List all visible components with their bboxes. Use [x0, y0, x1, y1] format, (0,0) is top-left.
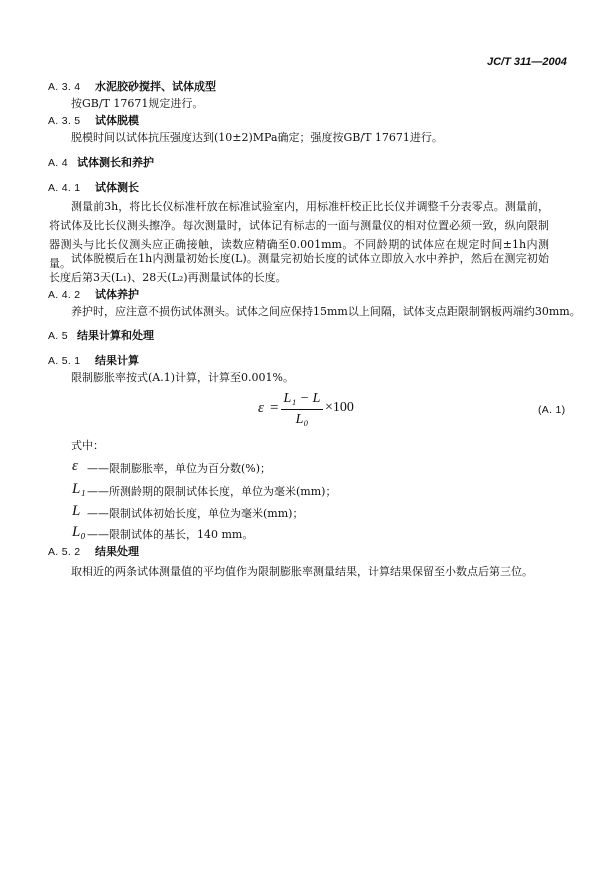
- paragraph: 测量前3h，将比长仪标准杆放在标准试验室内，用标准杆校正比长仪并调整千分表零点。测量前，将试体及比长仪测头擦净。每次测量时，试体记有标志的一面与测量仪的相对位置必须一致，纵向限制器测头与比长仪测头应正确接触，读数应精确至0.001mm。不同龄期的试体应在规定时间±1h内测量。: [49, 200, 549, 270]
- where-description: ——限制试体的基长，140 mm。: [87, 528, 254, 541]
- formula-denominator: L₀: [295, 412, 309, 427]
- section-number: A. 4: [48, 157, 68, 169]
- section-title: 水泥胶砂搅拌、试体成型: [95, 80, 216, 93]
- where-symbol: L₁: [72, 481, 86, 497]
- formula-equals: =: [270, 400, 279, 416]
- formula-numerator: L₁ − L: [283, 391, 321, 406]
- where-intro: 式中：: [71, 439, 104, 452]
- where-symbol: ε: [72, 458, 78, 474]
- section-title: 试体养护: [95, 288, 139, 301]
- section-number: A. 5. 2: [48, 546, 81, 558]
- paragraph: 试体脱模后在1h内测量初始长度(L)。测量完初始长度的试体立即放入水中养护，然后在测完初始长度后第3天(L₁)、28天(L₂)再测量试体的长度。: [49, 252, 549, 284]
- formula-lhs: ε: [258, 400, 264, 416]
- paragraph: 脱模时间以试体抗压强度达到(10±2)MPa确定；强度按GB/T 17671进行。: [71, 131, 443, 144]
- section-number: A. 5. 1: [48, 355, 81, 367]
- section-title: 结果计算和处理: [77, 329, 154, 342]
- section-number: A. 4. 1: [48, 182, 81, 194]
- section-number: A. 3. 5: [48, 115, 81, 127]
- section-title: 结果计算: [95, 354, 139, 367]
- where-description: ——所测龄期的限制试体长度，单位为毫米(mm)；: [87, 485, 337, 498]
- where-symbol: L₀: [72, 524, 86, 540]
- section-title: 试体测长和养护: [77, 156, 154, 169]
- fraction-bar: [281, 409, 323, 410]
- paragraph: 限制膨胀率按式(A.1)计算，计算至0.001%。: [71, 371, 294, 384]
- section-title: 结果处理: [95, 545, 139, 558]
- where-description: ——限制试体初始长度，单位为毫米(mm)；: [87, 507, 304, 520]
- section-number: A. 5: [48, 330, 68, 342]
- formula-multiplier: ×100: [325, 400, 354, 415]
- paragraph: 养护时，应注意不损伤试体测头。试体之间应保持15mm以上间隔，试体支点距限制钢板两端约30mm。: [71, 305, 581, 318]
- section-title: 试体脱模: [95, 114, 139, 127]
- section-number: A. 4. 2: [48, 289, 81, 301]
- section-title: 试体测长: [95, 181, 139, 194]
- paragraph: 取相近的两条试体测量值的平均值作为限制膨胀率测量结果，计算结果保留至小数点后第三位。: [71, 565, 533, 578]
- formula-label: (A. 1): [538, 404, 566, 416]
- paragraph: 按GB/T 17671规定进行。: [71, 97, 204, 110]
- where-symbol: L: [72, 503, 81, 519]
- where-description: ——限制膨胀率，单位为百分数(%)；: [87, 462, 272, 475]
- document-code: JC/T 311—2004: [487, 56, 567, 68]
- section-number: A. 3. 4: [48, 81, 81, 93]
- formula-fraction: [281, 390, 323, 429]
